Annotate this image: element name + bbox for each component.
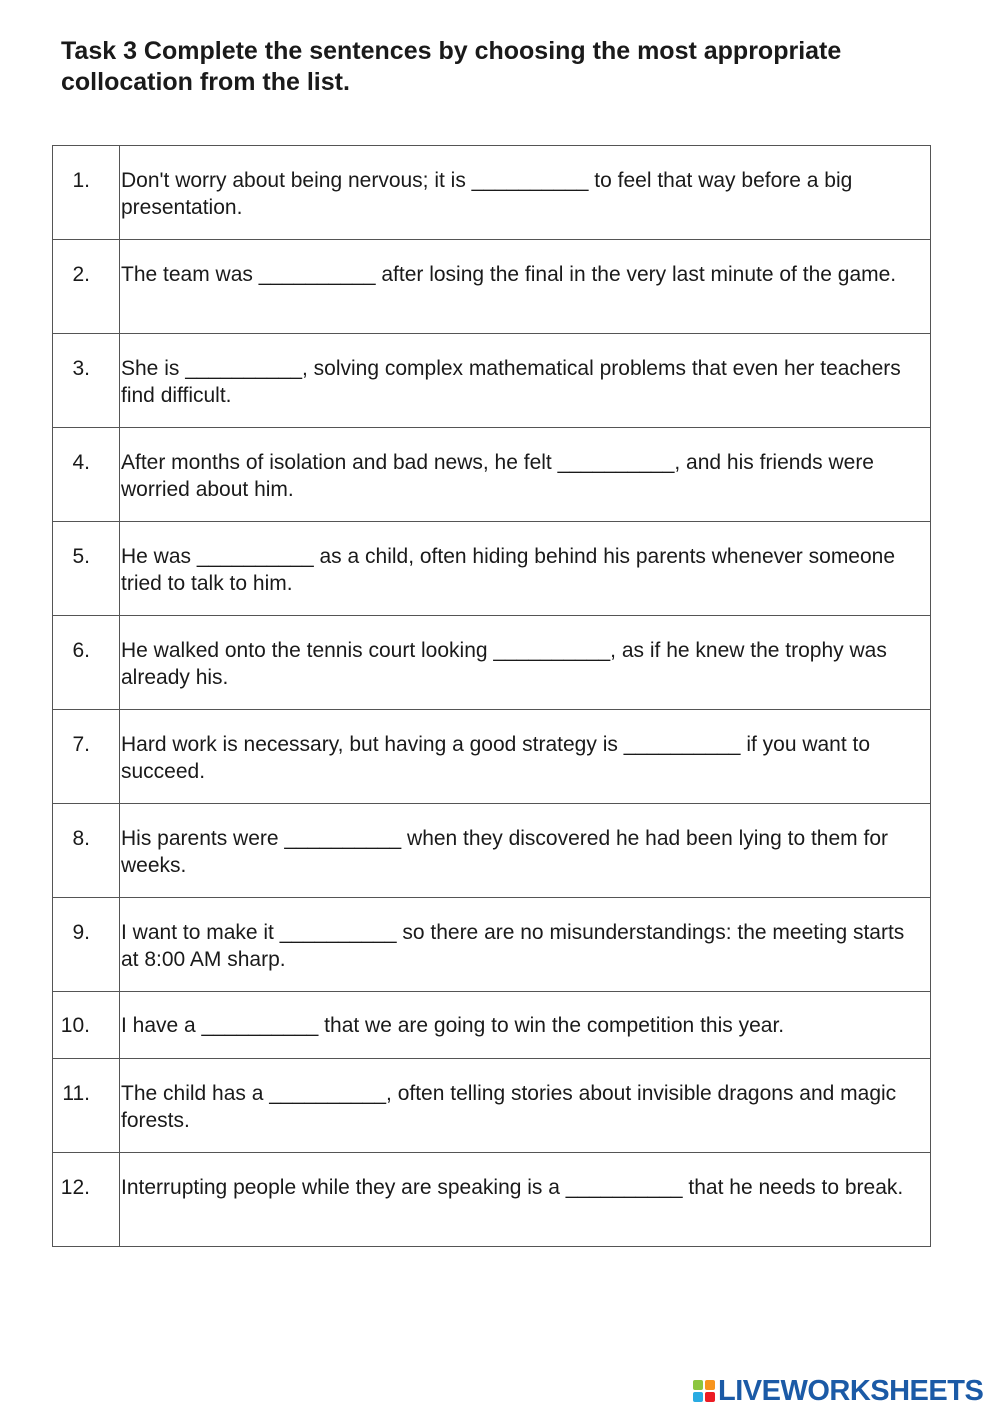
item-number: 12.	[53, 1153, 120, 1247]
item-number: 2.	[53, 240, 120, 334]
task-title: Task 3 Complete the sentences by choosing the most appropriate collocation from the list.	[61, 37, 842, 96]
item-sentence: Hard work is necessary, but having a good strategy is __________ if you want to succeed.	[120, 710, 931, 804]
item-number: 3.	[53, 334, 120, 428]
item-number: 1.	[53, 146, 120, 240]
item-number: 10.	[53, 992, 120, 1059]
item-sentence: The child has a __________, often telling stories about invisible dragons and magic forests.	[120, 1059, 931, 1153]
logo-text: LIVEWORKSHEETS	[718, 1374, 984, 1407]
item-number: 7.	[53, 710, 120, 804]
table-row	[53, 898, 931, 992]
table-row	[53, 1059, 931, 1153]
item-sentence: After months of isolation and bad news, he felt __________, and his friends were worried about him.	[120, 428, 931, 522]
item-sentence: Don't worry about being nervous; it is __________ to feel that way before a big presentation.	[120, 146, 931, 240]
table-row	[53, 428, 931, 522]
table-row	[53, 992, 931, 1059]
item-number: 8.	[53, 804, 120, 898]
item-sentence: He walked onto the tennis court looking __________, as if he knew the trophy was already his.	[120, 616, 931, 710]
item-sentence: I want to make it __________ so there are no misunderstandings: the meeting starts at 8:00 AM sharp.	[120, 898, 931, 992]
table-row	[53, 522, 931, 616]
sentences-table	[52, 145, 931, 1247]
item-sentence: She is __________, solving complex mathematical problems that even her teachers find difficult.	[120, 334, 931, 428]
item-sentence: Interrupting people while they are speaking is a __________ that he needs to break.	[120, 1153, 931, 1247]
item-sentence: The team was __________ after losing the final in the very last minute of the game.	[120, 240, 931, 334]
item-number: 11.	[53, 1059, 120, 1153]
item-sentence: He was __________ as a child, often hiding behind his parents whenever someone tried to talk to him.	[120, 522, 931, 616]
item-sentence: His parents were __________ when they discovered he had been lying to them for weeks.	[120, 804, 931, 898]
table-row	[53, 1153, 931, 1247]
item-sentence: I have a __________ that we are going to win the competition this year.	[120, 992, 931, 1059]
table-row	[53, 240, 931, 334]
table-row	[53, 334, 931, 428]
table-row	[53, 146, 931, 240]
table-row	[53, 616, 931, 710]
table-row	[53, 710, 931, 804]
item-number: 9.	[53, 898, 120, 992]
liveworksheets-logo[interactable]	[693, 1376, 983, 1406]
item-number: 6.	[53, 616, 120, 710]
item-number: 4.	[53, 428, 120, 522]
item-number: 5.	[53, 522, 120, 616]
table-row	[53, 804, 931, 898]
liveworksheets-logo-icon	[693, 1380, 715, 1402]
